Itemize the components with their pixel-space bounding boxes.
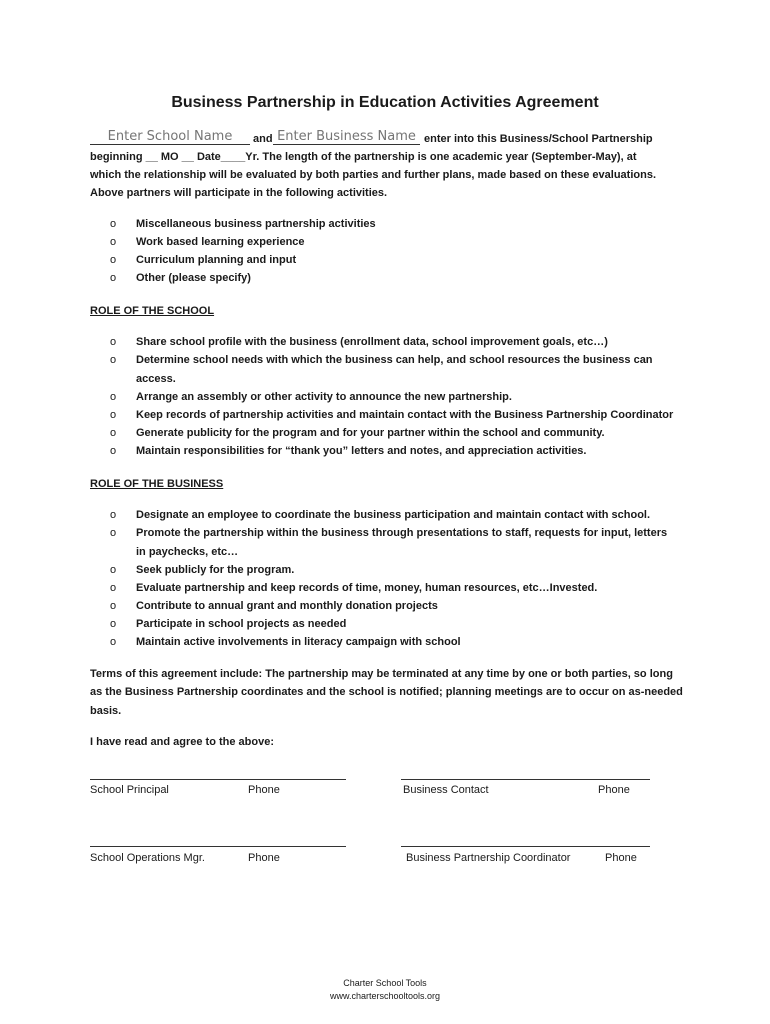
role-school-text: access. [136,373,176,385]
bullet-icon: o [110,354,117,366]
bullet-icon: o [110,254,117,266]
role-business-text: Contribute to annual grant and monthly donation projects [136,600,438,612]
phone-label: Phone [605,852,637,864]
bullet-icon: o [110,527,117,539]
activity-label: Miscellaneous business partnership activities [136,218,376,230]
role-school-text: Generate publicity for the program and for your partner within the school and community. [136,427,605,439]
role-school-text: Determine school needs with which the business can help, and school resources the business can [136,354,653,366]
business-contact-signature-line[interactable] [401,779,650,780]
footer-link[interactable]: www.charterschooltools.org [329,991,441,1001]
school-ops-signature-line[interactable] [90,846,346,847]
role-school-text: Arrange an assembly or other activity to announce the new partnership. [136,391,512,403]
enter-text: enter into this Business/School Partnership [424,133,653,145]
bullet-icon: o [110,272,117,284]
business-contact-label: Business Contact [403,784,489,796]
bullet-icon: o [110,636,117,648]
bullet-icon: o [110,445,117,457]
role-school-text: Share school profile with the business (enrollment data, school improvement goals, etc…) [136,336,608,348]
bullet-icon: o [110,236,117,248]
intro-line-2: beginning __ MO __ Date____Yr. The length of the partnership is one academic year (September-May), at [90,151,637,163]
bullet-icon: o [110,582,117,594]
business-name-field[interactable] [273,128,420,145]
terms-line-1: Terms of this agreement include: The partnership may be terminated at any time by one or both parties, so long [90,668,673,680]
bullet-icon: o [110,564,117,576]
footer-line-1: Charter School Tools [343,978,427,988]
bullet-icon: o [110,427,117,439]
role-school-text: Maintain responsibilities for “thank you” letters and notes, and appreciation activities. [136,445,587,457]
bullet-icon: o [110,336,117,348]
intro-line-3: which the relationship will be evaluated by both parties and further plans, made based on these evaluations. [90,169,657,181]
document-title: Business Partnership in Education Activities Agreement [171,94,599,111]
role-business-text: Designate an employee to coordinate the business participation and maintain contact with school. [136,509,651,521]
bullet-icon: o [110,600,117,612]
phone-label: Phone [248,784,280,796]
bullet-icon: o [110,218,117,230]
activity-label: Work based learning experience [136,236,305,248]
school-principal-signature-line[interactable] [90,779,346,780]
role-business-text: Evaluate partnership and keep records of time, money, human resources, etc…Invested. [136,582,598,594]
bullet-icon: o [110,391,117,403]
role-business-text: Maintain active involvements in literacy campaign with school [136,636,461,648]
bullet-icon: o [110,509,117,521]
school-name-field[interactable] [90,128,250,145]
role-business-heading: ROLE OF THE BUSINESS [90,478,224,490]
activity-label: Other (please specify) [136,272,251,284]
phone-label: Phone [598,784,630,796]
terms-line-3: basis. [90,705,122,717]
role-business-text: Seek publicly for the program. [136,564,295,576]
bpc-signature-line[interactable] [401,846,650,847]
intro-line-4: Above partners will participate in the following activities. [90,187,388,199]
role-business-text: Promote the partnership within the business through presentations to staff, requests for input, letters [136,527,668,539]
role-school-text: Keep records of partnership activities and maintain contact with the Business Partnership Coordinator [136,409,674,421]
school-ops-label: School Operations Mgr. [90,852,205,864]
school-principal-label: School Principal [90,784,169,796]
role-school-heading: ROLE OF THE SCHOOL [90,305,215,317]
terms-line-2: as the Business Partnership coordinates and the school is notified; planning meetings are to occur on as-needed [90,686,683,698]
and-text: and [253,133,273,145]
role-business-text: Participate in school projects as needed [136,618,347,630]
role-business-text: in paychecks, etc… [136,546,239,558]
bullet-icon: o [110,409,117,421]
bpc-label: Business Partnership Coordinator [406,852,571,864]
bullet-icon: o [110,618,117,630]
activity-label: Curriculum planning and input [136,254,297,266]
phone-label: Phone [248,852,280,864]
agree-text: I have read and agree to the above: [90,736,275,748]
